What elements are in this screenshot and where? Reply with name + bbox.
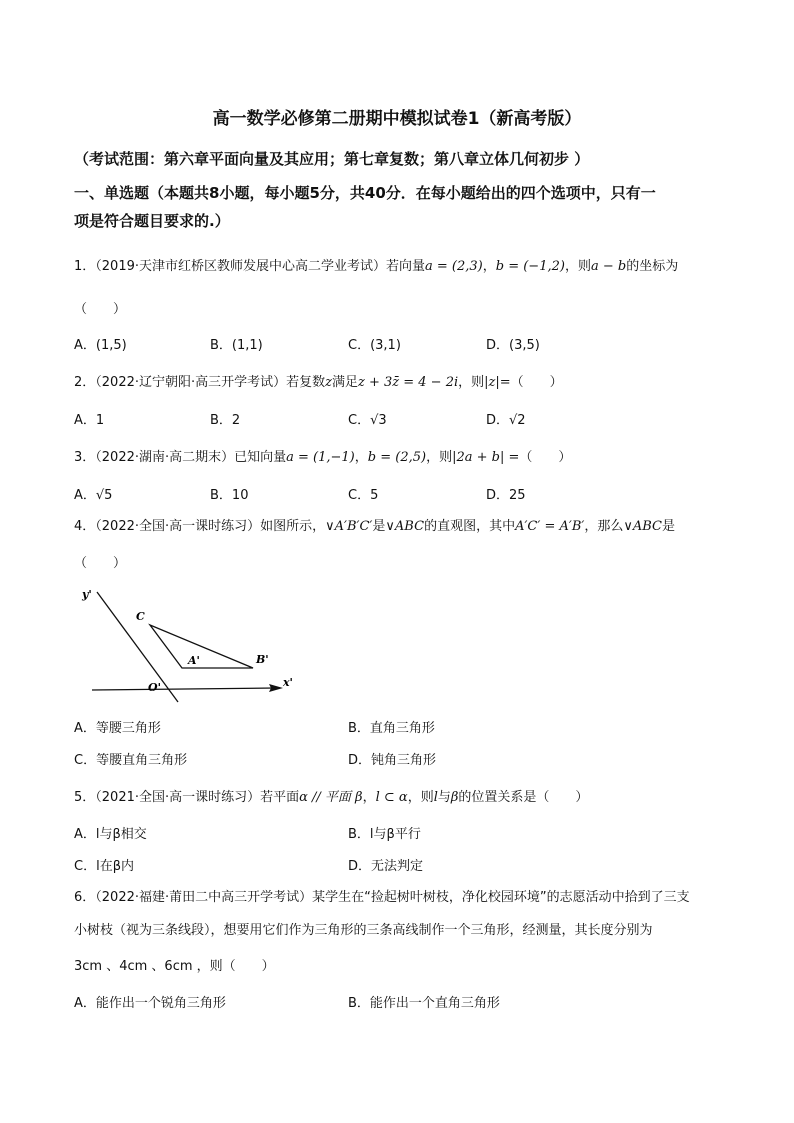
q5-mid2: 与	[437, 790, 451, 805]
q2-mid: 满足	[331, 375, 358, 390]
vertex-b-label: B'	[256, 653, 269, 666]
q3-prefix: 3．（2022·湖南·高二期末）已知向量	[74, 450, 287, 465]
q6-option-b[interactable]: B．能作出一个直角三角形	[348, 996, 500, 1011]
q1-option-b[interactable]: B．(1,1)	[210, 338, 263, 353]
q4-prefix: 4．（2022·全国·高一课时练习）如图所示，	[74, 519, 326, 534]
question-3-stem	[74, 446, 571, 465]
q4-option-a[interactable]: A．等腰三角形	[74, 721, 161, 736]
q3-option-a[interactable]: A．√5	[74, 488, 113, 503]
q5-sep: ，	[362, 790, 376, 805]
q2-mid2: ，则	[458, 375, 485, 390]
q4-suffix: 是	[662, 519, 676, 534]
origin-label: O'	[148, 681, 161, 694]
x-axis-line	[92, 688, 275, 690]
section-heading: 一、单选题（本题共8小题，每小题5分，共40分．在每小题给出的四个选项中，只有一	[74, 184, 656, 202]
vertex-c-label: C	[136, 610, 145, 623]
question-1-stem	[74, 255, 678, 274]
q5-option-c[interactable]: C．l在β内	[74, 859, 134, 874]
q5-plane: β	[450, 790, 459, 805]
exam-scope: （考试范围：第六章平面向量及其应用；第七章复数；第八章立体几何初步 ）	[74, 150, 590, 168]
q5-option-a[interactable]: A．l与β相交	[74, 827, 147, 842]
question-1-paren: （ ）	[74, 302, 127, 317]
q2-prefix: 2．（2022·辽宁朝阳·高三开学考试）若复数	[74, 375, 326, 390]
q1-option-a[interactable]: A．(1,5)	[74, 338, 127, 353]
q1-vector-b: b = (−1,2)	[495, 259, 565, 274]
q4-figure	[70, 580, 310, 705]
question-6-line3: 3cm 、4cm 、6cm ，则（ ）	[74, 959, 275, 974]
q4-triangle-2: ∨ABC	[623, 519, 662, 534]
section-heading-cont: 项是符合题目要求的.）	[74, 212, 230, 230]
q1-prefix: 1．（2019·天津市红桥区教师发展中心高二学业考试）若向量	[74, 259, 425, 274]
question-5-stem	[74, 786, 588, 805]
q5-option-d[interactable]: D．无法判定	[348, 859, 424, 874]
q4-option-d[interactable]: D．钝角三角形	[348, 753, 437, 768]
q3-paren: （ ）	[519, 450, 572, 465]
x-axis-label: x'	[283, 676, 293, 689]
q3-mid: ，则	[426, 450, 453, 465]
q1-vector-a: a = (2,3)	[425, 259, 483, 274]
q4-option-b[interactable]: B．直角三角形	[348, 721, 435, 736]
y-axis-label: y'	[82, 588, 92, 601]
q1-option-c[interactable]: C．(3,1)	[348, 338, 401, 353]
q2-option-a[interactable]: A．1	[74, 413, 105, 428]
q4-option-c[interactable]: C．等腰直角三角形	[74, 753, 188, 768]
q4-mid: 是	[372, 519, 386, 534]
q3-option-b[interactable]: B．10	[210, 488, 249, 503]
q1-suffix: 的坐标为	[626, 259, 679, 274]
q1-option-d[interactable]: D．(3,5)	[486, 338, 540, 353]
q5-subset: l ⊂ α	[375, 790, 408, 805]
q2-abs: |z|=	[484, 375, 511, 390]
q5-suffix: 的位置关系是（ ）	[458, 790, 589, 805]
q1-sep: ，	[482, 259, 496, 274]
q1-mid: ，则	[564, 259, 591, 274]
q2-option-b[interactable]: B．2	[210, 413, 241, 428]
q3-vector-a: a = (1,−1)	[286, 450, 355, 465]
q5-mid: ，则	[407, 790, 434, 805]
question-4-paren: （ ）	[74, 556, 127, 571]
q4-mid2: 的直观图，其中	[424, 519, 516, 534]
q3-vector-b: b = (2,5)	[367, 450, 427, 465]
vertex-a-label: A'	[188, 654, 200, 667]
q3-option-c[interactable]: C．5	[348, 488, 379, 503]
q5-parallel: α // 平面 β	[299, 790, 363, 805]
q5-option-b[interactable]: B．l与β平行	[348, 827, 421, 842]
question-2-stem	[74, 371, 563, 390]
q2-equation: z + 3z̄ = 4 − 2i	[358, 375, 459, 390]
q2-option-c[interactable]: C．√3	[348, 413, 387, 428]
q4-equality: A′C′ = A′B′	[515, 519, 585, 534]
q3-norm: |2a + b| =	[452, 450, 520, 465]
q5-prefix: 5．（2021·全国·高一课时练习）若平面	[74, 790, 300, 805]
q5-line: l	[433, 790, 438, 805]
q3-sep: ，	[354, 450, 368, 465]
question-4-stem	[74, 515, 675, 534]
triangle-abc	[150, 625, 253, 668]
q2-var: z	[325, 375, 332, 390]
q4-mid3: ，那么	[584, 519, 624, 534]
q6-option-a[interactable]: A．能作出一个锐角三角形	[74, 996, 226, 1011]
question-6-line1: 6．（2022·福建·莆田二中高三开学考试）某学生在“捡起树叶树枝，净化校园环境”的志愿活动中拾到了三支	[74, 890, 690, 905]
q1-diff: a − b	[590, 259, 627, 274]
q2-paren: （ ）	[510, 375, 563, 390]
question-6-line2: 小树枝（视为三条线段），想要用它们作为三角形的三条高线制作一个三角形，经测量，其长度分别为	[74, 923, 653, 938]
x-axis-arrow	[269, 684, 283, 692]
q2-option-d[interactable]: D．√2	[486, 413, 526, 428]
page-title: 高一数学必修第二册期中模拟试卷1（新高考版）	[212, 109, 582, 129]
q3-option-d[interactable]: D．25	[486, 488, 526, 503]
q4-triangle: ∨ABC	[385, 519, 425, 534]
q4-triangle-prime: ∨A′B′C′	[325, 519, 373, 534]
